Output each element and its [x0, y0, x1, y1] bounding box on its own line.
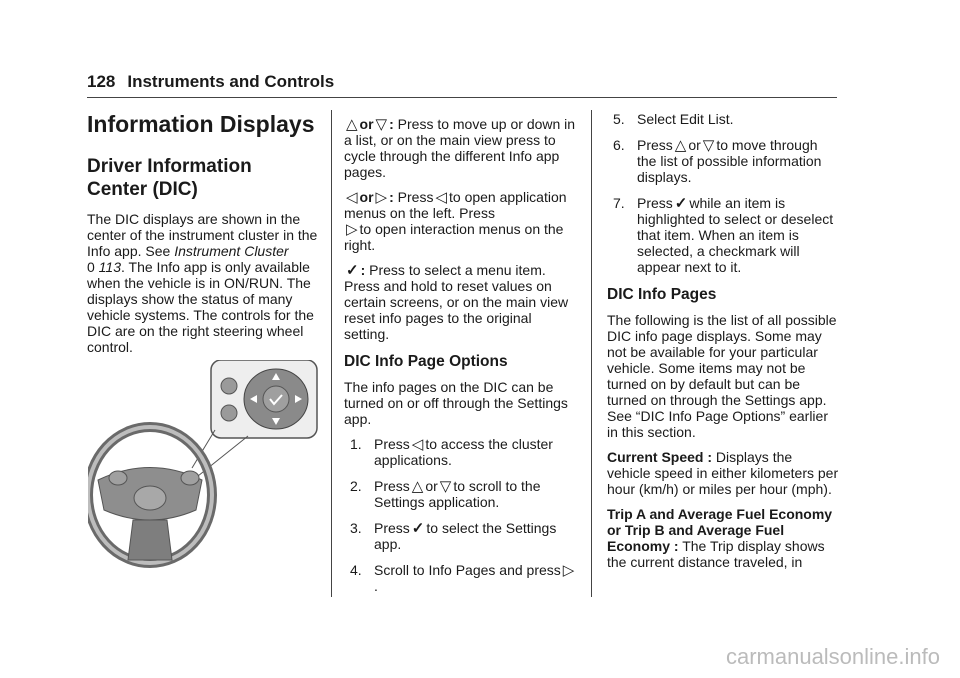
- step-number: 4.: [350, 562, 362, 578]
- up-arrow-icon: △: [411, 478, 424, 495]
- watermark: carmanualsonline.info: [725, 644, 940, 669]
- left-arrow-icon: ◁: [435, 189, 447, 206]
- down-arrow-icon: ▽: [702, 137, 715, 154]
- page-ref-icon: 0: [87, 259, 95, 275]
- list-item: [350, 436, 580, 468]
- section-heading-line2: Center (DIC): [87, 179, 198, 200]
- step-text: while an item is highlighted to select or deselect that item. When an item is selected, a checkmark will appear next to it.: [637, 195, 834, 275]
- step-text: to move through the list of possible information displays.: [637, 137, 822, 185]
- right-arrow-icon: ▷: [562, 562, 575, 579]
- up-arrow-icon: △: [674, 137, 687, 154]
- page-number: 128: [87, 72, 116, 91]
- steering-wheel-illustration: [88, 360, 320, 580]
- list-item: [613, 111, 839, 127]
- step-text: Select Edit List.: [637, 111, 734, 127]
- step-text: Press: [637, 195, 673, 211]
- leftright-text-c: to open interaction menus on the right.: [344, 221, 564, 253]
- page-header: [87, 72, 334, 92]
- options-paragraph: The info pages on the DIC can be turned on or off through the Settings app.: [344, 379, 568, 427]
- check-icon: ✓: [411, 520, 425, 537]
- updown-description: [344, 116, 580, 180]
- updown-text: Press to move up or down in a list, or on the main view press to cycle through the different Info app pages.: [344, 116, 576, 180]
- cross-reference-page[interactable]: 113: [94, 259, 122, 275]
- colon: :: [389, 116, 394, 132]
- intro-text-continued: . The Info app is only available when the vehicle is in ON/RUN. The displays show the status of many vehicle systems. The controls for the DIC are on the right steering wheel control.: [87, 259, 314, 355]
- step-text: to access the cluster applications.: [374, 436, 553, 468]
- step-text: Scroll to Info Pages and press: [374, 562, 561, 578]
- step-text: to scroll to the Settings application.: [374, 478, 541, 510]
- or-label: or: [359, 116, 374, 132]
- current-speed-entry: [607, 449, 839, 497]
- section-title: Instruments and Controls: [127, 72, 335, 91]
- options-heading: DIC Info Page Options: [344, 353, 508, 370]
- right-arrow-icon: ▷: [346, 221, 358, 238]
- leftright-text-a: Press: [393, 189, 434, 205]
- header-rule: [87, 97, 837, 98]
- leftright-text-b: to open application menus on the left. Press: [344, 189, 567, 221]
- pages-paragraph: The following is the list of all possible DIC info page displays. Some may not be available for your particular vehicle. Some items may not be turned on by default but can be turned on through the Settings app. See “DIC Info Page Options” earlier in this section.: [607, 312, 837, 440]
- list-item: [613, 195, 839, 275]
- step-text: Press: [374, 478, 410, 494]
- step-text: Press: [374, 436, 410, 452]
- wheel-spoke: [128, 520, 172, 560]
- section-heading-line1: Driver Information: [87, 156, 252, 177]
- entry-text: The Trip display shows the current distance traveled, in: [607, 538, 825, 570]
- step-number: 6.: [613, 137, 625, 153]
- page-title: Information Displays: [87, 111, 315, 137]
- section-heading: [87, 155, 321, 201]
- options-steps-continued: [607, 111, 839, 275]
- left-arrow-icon: ◁: [411, 436, 424, 453]
- step-number: 3.: [350, 520, 362, 536]
- list-item: [350, 478, 580, 510]
- trip-entry: [607, 506, 839, 570]
- step-number: 5.: [613, 111, 625, 127]
- or-label: or: [688, 137, 701, 153]
- column-3: [607, 111, 839, 579]
- list-item: [350, 520, 580, 552]
- list-item: [350, 562, 580, 594]
- entry-label: Current Speed :: [607, 449, 713, 465]
- colon: :: [360, 262, 366, 278]
- voice-button: [221, 405, 237, 421]
- options-steps: [344, 436, 580, 594]
- entry-text: Displays the vehicle speed in either kilometers per hour (km/h) or miles per hour (mph).: [607, 449, 839, 497]
- right-controls: [181, 471, 199, 485]
- down-arrow-icon: ▽: [375, 116, 388, 133]
- check-icon: ✓: [346, 262, 359, 279]
- column-divider-2: [591, 110, 592, 597]
- entry-label: Trip A and Average Fuel Economy or Trip B and Average Fuel Economy :: [607, 506, 833, 554]
- list-item: [613, 137, 839, 185]
- left-controls: [109, 471, 127, 485]
- check-text: Press to select a menu item. Press and hold to reset values on certain screens, or on the main view reset info pages to the original setting.: [344, 262, 569, 342]
- step-text: .: [374, 578, 378, 594]
- column-1: [87, 111, 321, 364]
- check-icon: ✓: [674, 195, 688, 212]
- horn-pad: [134, 486, 166, 510]
- or-label: or: [359, 189, 374, 205]
- step-text: Press: [637, 137, 673, 153]
- center-button: [263, 386, 289, 412]
- intro-text: The DIC displays are shown in the center of the instrument cluster in the Info app. See: [87, 211, 318, 259]
- down-arrow-icon: ▽: [439, 478, 452, 495]
- or-label: or: [425, 478, 438, 494]
- step-number: 7.: [613, 195, 625, 211]
- column-divider-1: [331, 110, 332, 597]
- column-2: [344, 116, 580, 604]
- intro-paragraph: [87, 211, 321, 355]
- leftright-description: [344, 189, 580, 253]
- up-arrow-icon: △: [346, 116, 358, 133]
- step-number: 2.: [350, 478, 362, 494]
- cross-reference-link[interactable]: Instrument Cluster: [174, 243, 289, 259]
- check-description: [344, 262, 580, 342]
- phone-button: [221, 378, 237, 394]
- left-arrow-icon: ◁: [346, 189, 358, 206]
- colon: :: [389, 189, 394, 205]
- step-text: to select the Settings app.: [374, 520, 557, 552]
- step-number: 1.: [350, 436, 362, 452]
- right-arrow-icon: ▷: [375, 189, 388, 206]
- step-text: Press: [374, 520, 410, 536]
- pages-heading: DIC Info Pages: [607, 286, 717, 303]
